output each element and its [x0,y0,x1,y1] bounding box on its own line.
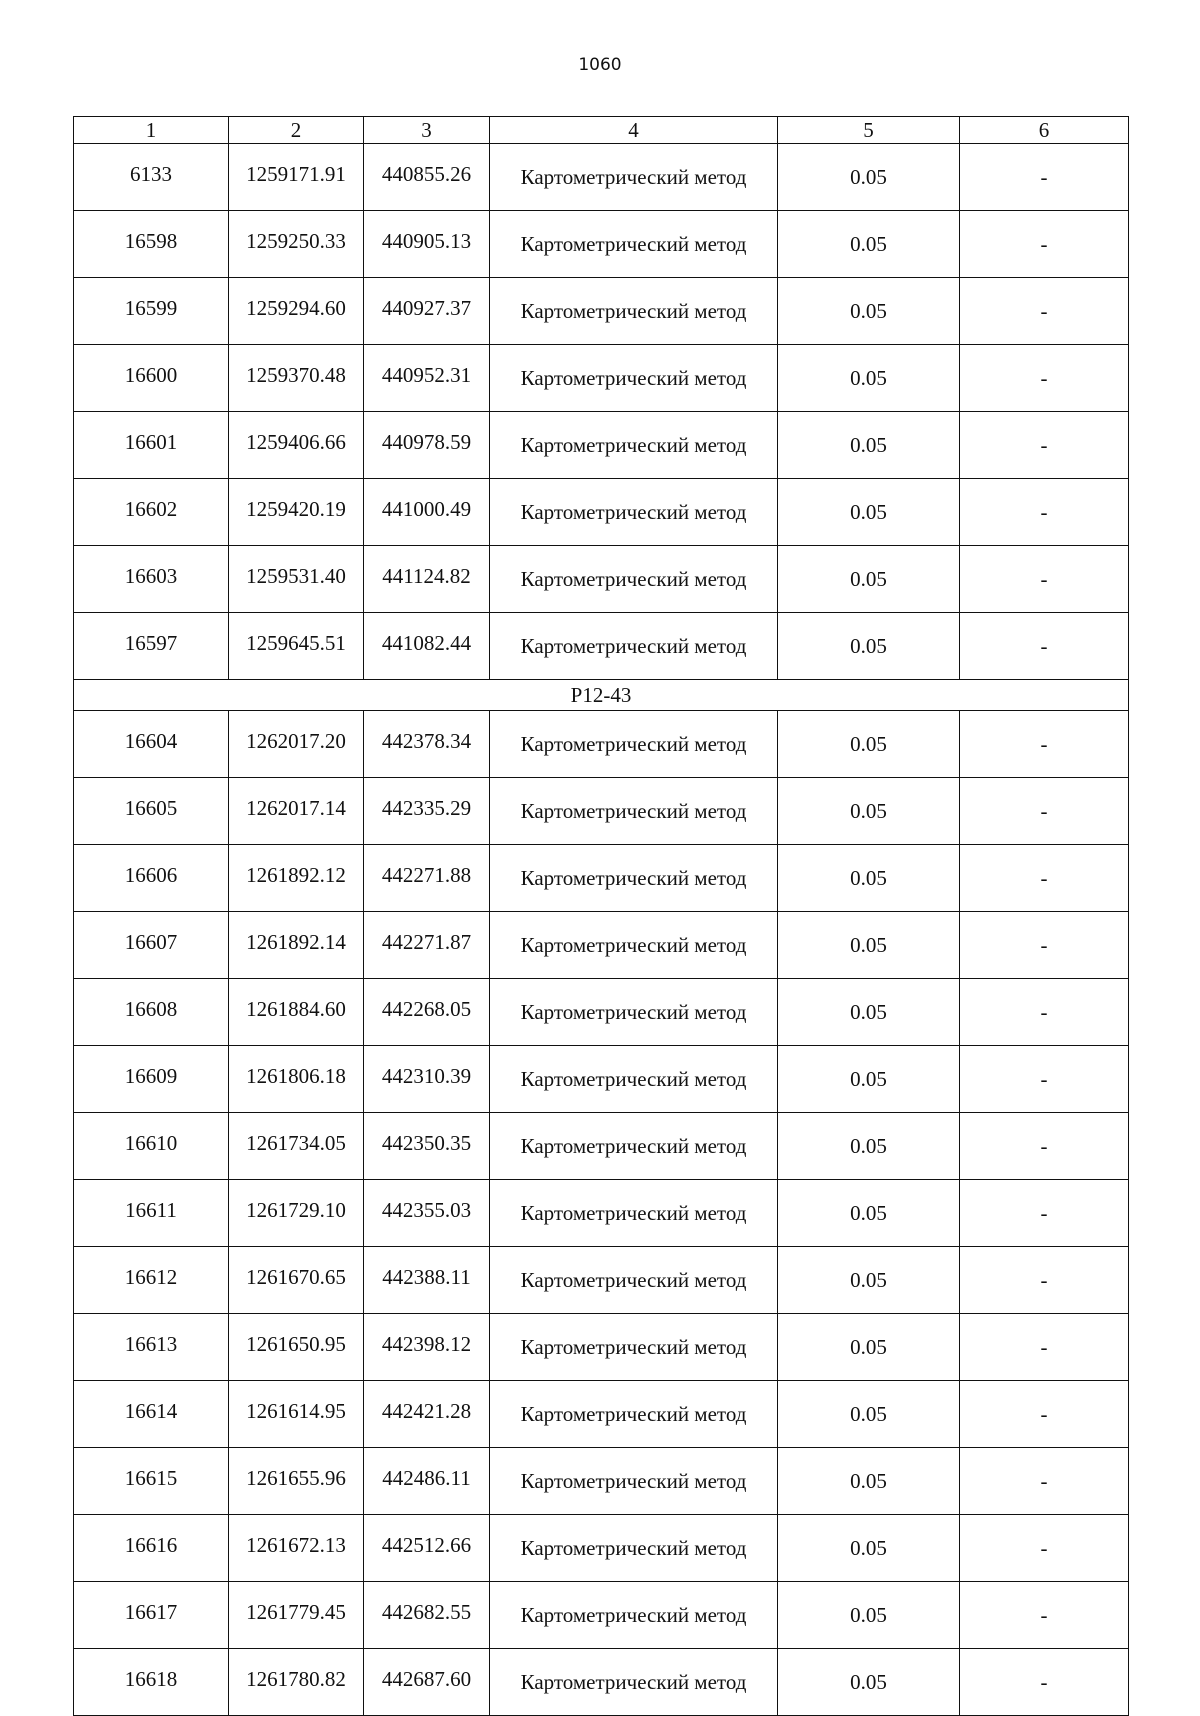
method-cell: Картометрический метод [490,1582,778,1649]
point-number-cell: 16616 [74,1515,229,1582]
method-cell: Картометрический метод [490,1247,778,1314]
x-coordinate-cell: 1259645.51 [229,613,364,680]
method-cell: Картометрический метод [490,1649,778,1716]
x-coordinate-cell: 1259370.48 [229,345,364,412]
table-row [74,778,1129,845]
point-number-cell: 16602 [74,479,229,546]
accuracy-cell: 0.05 [778,979,960,1046]
method-cell: Картометрический метод [490,1515,778,1582]
x-coordinate-cell: 1261779.45 [229,1582,364,1649]
y-coordinate-cell: 441124.82 [364,546,490,613]
point-number-cell: 16606 [74,845,229,912]
table-row [74,1180,1129,1247]
accuracy-cell: 0.05 [778,211,960,278]
accuracy-cell: 0.05 [778,778,960,845]
accuracy-cell: 0.05 [778,1448,960,1515]
method-cell: Картометрический метод [490,711,778,778]
accuracy-cell: 0.05 [778,1649,960,1716]
note-cell: - [960,778,1129,845]
note-cell: - [960,1247,1129,1314]
table-row [74,1113,1129,1180]
column-header-5: 5 [778,117,960,144]
accuracy-cell: 0.05 [778,1247,960,1314]
accuracy-cell: 0.05 [778,144,960,211]
method-cell: Картометрический метод [490,979,778,1046]
point-number-cell: 16608 [74,979,229,1046]
note-cell: - [960,479,1129,546]
y-coordinate-cell: 440855.26 [364,144,490,211]
method-cell: Картометрический метод [490,1381,778,1448]
y-coordinate-cell: 442388.11 [364,1247,490,1314]
y-coordinate-cell: 442486.11 [364,1448,490,1515]
point-number-cell: 16615 [74,1448,229,1515]
y-coordinate-cell: 442271.88 [364,845,490,912]
x-coordinate-cell: 1261892.14 [229,912,364,979]
table-row [74,1649,1129,1716]
method-cell: Картометрический метод [490,1046,778,1113]
y-coordinate-cell: 442335.29 [364,778,490,845]
column-header-3: 3 [364,117,490,144]
method-cell: Картометрический метод [490,546,778,613]
x-coordinate-cell: 1261670.65 [229,1247,364,1314]
page-number: 1060 [578,55,622,75]
y-coordinate-cell: 440978.59 [364,412,490,479]
table-row [74,613,1129,680]
table-row [74,546,1129,613]
table-row [74,1046,1129,1113]
method-cell: Картометрический метод [490,778,778,845]
accuracy-cell: 0.05 [778,278,960,345]
section-row [74,680,1129,711]
accuracy-cell: 0.05 [778,845,960,912]
point-number-cell: 16597 [74,613,229,680]
note-cell: - [960,345,1129,412]
column-header-1: 1 [74,117,229,144]
accuracy-cell: 0.05 [778,1046,960,1113]
note-cell: - [960,1381,1129,1448]
y-coordinate-cell: 442682.55 [364,1582,490,1649]
point-number-cell: 16599 [74,278,229,345]
method-cell: Картометрический метод [490,613,778,680]
x-coordinate-cell: 1261729.10 [229,1180,364,1247]
y-coordinate-cell: 442350.35 [364,1113,490,1180]
accuracy-cell: 0.05 [778,1515,960,1582]
column-header-6: 6 [960,117,1129,144]
x-coordinate-cell: 1261780.82 [229,1649,364,1716]
y-coordinate-cell: 442687.60 [364,1649,490,1716]
method-cell: Картометрический метод [490,345,778,412]
section-title: Р12-43 [74,680,1129,711]
column-header-2: 2 [229,117,364,144]
table-body [74,144,1129,1716]
y-coordinate-cell: 441000.49 [364,479,490,546]
note-cell: - [960,278,1129,345]
y-coordinate-cell: 442421.28 [364,1381,490,1448]
y-coordinate-cell: 442271.87 [364,912,490,979]
point-number-cell: 16601 [74,412,229,479]
x-coordinate-cell: 1261650.95 [229,1314,364,1381]
accuracy-cell: 0.05 [778,711,960,778]
coordinates-table [73,116,1129,1716]
table-row [74,912,1129,979]
x-coordinate-cell: 1261672.13 [229,1515,364,1582]
note-cell: - [960,1649,1129,1716]
method-cell: Картометрический метод [490,1113,778,1180]
point-number-cell: 16598 [74,211,229,278]
y-coordinate-cell: 440927.37 [364,278,490,345]
method-cell: Картометрический метод [490,912,778,979]
note-cell: - [960,845,1129,912]
x-coordinate-cell: 1259420.19 [229,479,364,546]
table-header-row [74,117,1129,144]
column-header-4: 4 [490,117,778,144]
x-coordinate-cell: 1261892.12 [229,845,364,912]
x-coordinate-cell: 1262017.14 [229,778,364,845]
x-coordinate-cell: 1259250.33 [229,211,364,278]
table-row [74,979,1129,1046]
method-cell: Картометрический метод [490,412,778,479]
table-row [74,412,1129,479]
note-cell: - [960,211,1129,278]
accuracy-cell: 0.05 [778,1180,960,1247]
accuracy-cell: 0.05 [778,345,960,412]
point-number-cell: 16607 [74,912,229,979]
method-cell: Картометрический метод [490,1314,778,1381]
accuracy-cell: 0.05 [778,912,960,979]
note-cell: - [960,1180,1129,1247]
note-cell: - [960,1448,1129,1515]
note-cell: - [960,1314,1129,1381]
note-cell: - [960,1113,1129,1180]
table-row [74,144,1129,211]
y-coordinate-cell: 441082.44 [364,613,490,680]
y-coordinate-cell: 442268.05 [364,979,490,1046]
accuracy-cell: 0.05 [778,546,960,613]
note-cell: - [960,711,1129,778]
accuracy-cell: 0.05 [778,613,960,680]
x-coordinate-cell: 1262017.20 [229,711,364,778]
table-row [74,479,1129,546]
method-cell: Картометрический метод [490,211,778,278]
y-coordinate-cell: 442398.12 [364,1314,490,1381]
method-cell: Картометрический метод [490,1448,778,1515]
method-cell: Картометрический метод [490,1180,778,1247]
note-cell: - [960,613,1129,680]
accuracy-cell: 0.05 [778,412,960,479]
accuracy-cell: 0.05 [778,479,960,546]
point-number-cell: 16614 [74,1381,229,1448]
x-coordinate-cell: 1261614.95 [229,1381,364,1448]
point-number-cell: 16605 [74,778,229,845]
method-cell: Картометрический метод [490,144,778,211]
note-cell: - [960,412,1129,479]
table-row [74,1582,1129,1649]
x-coordinate-cell: 1261806.18 [229,1046,364,1113]
y-coordinate-cell: 442310.39 [364,1046,490,1113]
method-cell: Картометрический метод [490,845,778,912]
x-coordinate-cell: 1261884.60 [229,979,364,1046]
note-cell: - [960,546,1129,613]
point-number-cell: 16609 [74,1046,229,1113]
note-cell: - [960,912,1129,979]
x-coordinate-cell: 1259294.60 [229,278,364,345]
point-number-cell: 16603 [74,546,229,613]
point-number-cell: 16617 [74,1582,229,1649]
method-cell: Картометрический метод [490,479,778,546]
point-number-cell: 16611 [74,1180,229,1247]
table-row [74,211,1129,278]
x-coordinate-cell: 1261655.96 [229,1448,364,1515]
table-row [74,711,1129,778]
method-cell: Картометрический метод [490,278,778,345]
table-row [74,1381,1129,1448]
table-row [74,845,1129,912]
table-row [74,1314,1129,1381]
x-coordinate-cell: 1259171.91 [229,144,364,211]
x-coordinate-cell: 1259406.66 [229,412,364,479]
table-row [74,1448,1129,1515]
y-coordinate-cell: 442512.66 [364,1515,490,1582]
x-coordinate-cell: 1259531.40 [229,546,364,613]
table-row [74,1247,1129,1314]
y-coordinate-cell: 442378.34 [364,711,490,778]
note-cell: - [960,144,1129,211]
point-number-cell: 16613 [74,1314,229,1381]
accuracy-cell: 0.05 [778,1381,960,1448]
point-number-cell: 16618 [74,1649,229,1716]
y-coordinate-cell: 440905.13 [364,211,490,278]
point-number-cell: 6133 [74,144,229,211]
table-row [74,345,1129,412]
note-cell: - [960,979,1129,1046]
y-coordinate-cell: 440952.31 [364,345,490,412]
y-coordinate-cell: 442355.03 [364,1180,490,1247]
note-cell: - [960,1515,1129,1582]
table-row [74,1515,1129,1582]
table-row [74,278,1129,345]
note-cell: - [960,1582,1129,1649]
x-coordinate-cell: 1261734.05 [229,1113,364,1180]
point-number-cell: 16604 [74,711,229,778]
accuracy-cell: 0.05 [778,1582,960,1649]
note-cell: - [960,1046,1129,1113]
accuracy-cell: 0.05 [778,1314,960,1381]
accuracy-cell: 0.05 [778,1113,960,1180]
point-number-cell: 16600 [74,345,229,412]
point-number-cell: 16610 [74,1113,229,1180]
point-number-cell: 16612 [74,1247,229,1314]
